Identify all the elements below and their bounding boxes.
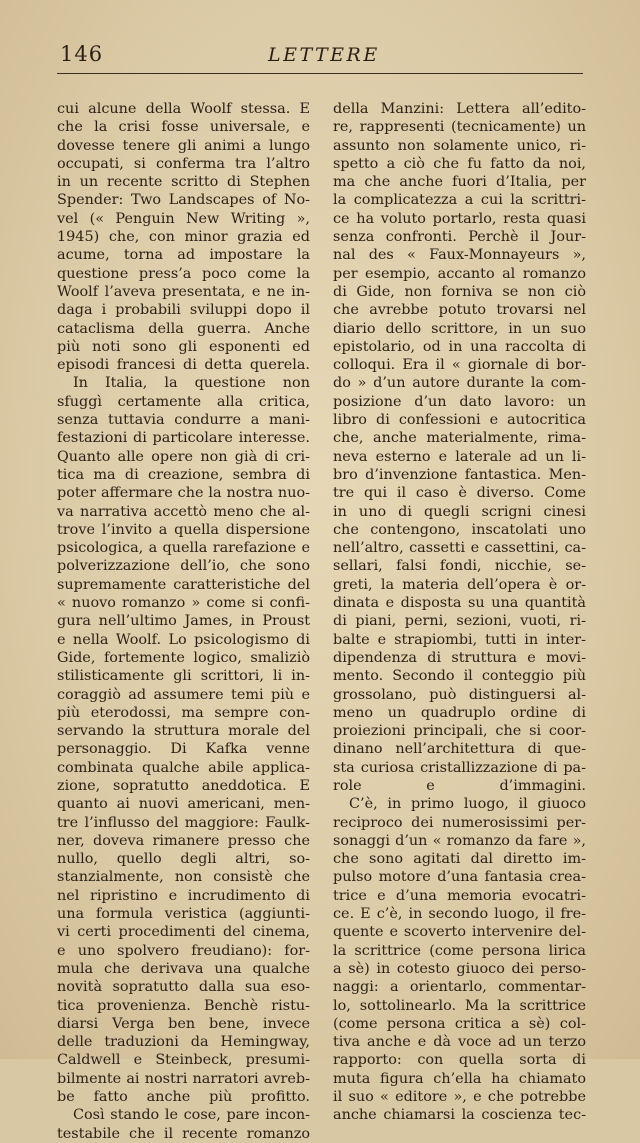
text-line: be fatto anche più profitto. — [57, 1089, 310, 1106]
text-line: festazioni di particolare interesse. — [57, 430, 310, 447]
text-line: e uno spolvero freudiano): for- — [57, 942, 310, 959]
text-line: do » d’un autore durante la com- — [333, 375, 586, 392]
text-line: e nella Woolf. Lo psicologismo di — [57, 631, 310, 648]
text-line: re, rappresenti (tecnicamente) un — [333, 119, 586, 136]
text-line: lo, sottolinearlo. Ma la scrittrice — [333, 997, 586, 1014]
text-line: trove l’invito a quella dispersione — [57, 521, 310, 538]
text-line: zione, sopratutto aneddotica. E — [57, 777, 310, 794]
text-line: vel (« Penguin New Writing », — [57, 210, 310, 227]
text-line: sellari, falsi fondi, nicchie, se- — [333, 558, 586, 575]
text-line: daga i probabili sviluppi dopo il — [57, 302, 310, 319]
text-line: naggi: a orientarlo, commentar- — [333, 979, 586, 996]
text-line: sta curiosa cristallizzazione di pa- — [333, 759, 586, 776]
text-line: gura nell’ultimo James, in Proust — [57, 613, 310, 630]
text-line: senza tuttavia condurre a mani- — [57, 412, 310, 429]
text-line: sfuggì certamente alla critica, — [57, 393, 310, 410]
text-line: stanzialmente, non consistè che — [57, 869, 310, 886]
text-line: Gide, fortemente logico, smaliziò — [57, 649, 310, 666]
text-line: anche chiamarsi la coscienza tec- — [333, 1107, 586, 1124]
text-line: quanto ai nuovi americani, men- — [57, 796, 310, 813]
text-line: ma che anche fuori d’Italia, per — [333, 174, 586, 191]
text-line: dovesse tenere gli animi a lungo — [57, 137, 310, 154]
text-line: libro di confessioni e autocritica — [333, 412, 586, 429]
text-line: testabile che il recente romanzo — [57, 1125, 310, 1142]
text-line: che contengono, inscatolati uno — [333, 521, 586, 538]
text-line: una formula veristica (aggiunti- — [57, 906, 310, 923]
text-line: proiezioni principali, che si coor- — [333, 723, 586, 740]
text-line: supremamente caratteristiche del — [57, 576, 310, 593]
text-line: colloqui. Era il « giornale di bor- — [333, 357, 586, 374]
text-line: personaggio. Di Kafka venne — [57, 741, 310, 758]
text-line: spetto a ciò che fu fatto da noi, — [333, 155, 586, 172]
text-line: a sè) in cotesto giuoco dei perso- — [333, 960, 586, 977]
text-line: diario dello scrittore, in un suo — [333, 320, 586, 337]
text-line: dinata e disposta su una quantità — [333, 595, 586, 612]
page-header — [60, 42, 580, 72]
text-line: senza confronti. Perchè il Jour- — [333, 229, 586, 246]
text-line: epistolario, od in una raccolta di — [333, 338, 586, 355]
text-line: tica ma di creazione, sembra di — [57, 466, 310, 483]
text-line: in uno di quegli scrigni cinesi — [333, 503, 586, 520]
text-line: quente e scoverto intervenire del- — [333, 924, 586, 941]
text-line: la scrittrice (come persona lirica — [333, 942, 586, 959]
text-line: più eterodossi, ma sempre con- — [57, 704, 310, 721]
text-line: cui alcune della Woolf stessa. E — [57, 101, 310, 117]
text-line: nal des « Faux-Monnayeurs », — [333, 247, 586, 264]
text-line: ce. E c’è, in secondo luogo, il fre- — [333, 906, 586, 923]
text-line: balte e strapiombi, tutti in inter- — [333, 631, 586, 648]
text-line: nell’altro, cassetti e cassettini, ca- — [333, 540, 586, 557]
text-line: che avrebbe potuto trovarsi nel — [333, 302, 586, 319]
text-line: tre qui il caso è diverso. Come — [333, 485, 586, 502]
text-line: dipendenza di struttura e movi- — [333, 649, 586, 666]
text-line: poter affermare che la nostra nuo- — [57, 485, 310, 502]
text-line: ner, doveva rimanere presso che — [57, 832, 310, 849]
text-line: posizione d’un dato lavoro: un — [333, 393, 586, 410]
text-column-left — [57, 100, 310, 1143]
text-line: muta figura ch’ella ha chiamato — [333, 1070, 586, 1087]
text-line: nullo, quello degli altri, so- — [57, 851, 310, 868]
text-line: ce ha voluto portarlo, resta quasi — [333, 210, 586, 227]
text-line: questione press’a poco come la — [57, 265, 310, 282]
text-line: dinano nell’architettura di que- — [333, 741, 586, 758]
text-line: C’è, in primo luogo, il giuoco — [349, 796, 586, 813]
text-line: psicologica, a quella rarefazione e — [57, 540, 310, 557]
text-line: Quanto alle opere non già di cri- — [57, 448, 310, 465]
page-number: 146 — [60, 42, 104, 66]
text-line: tre l’influsso del maggiore: Faulk- — [57, 814, 310, 831]
text-line: il suo « editore », e che potrebbe — [333, 1089, 586, 1106]
text-line: più noti sono gli esponenti ed — [57, 338, 310, 355]
text-line: servando la struttura morale del — [57, 723, 310, 740]
text-line: mula che derivava una qualche — [57, 960, 310, 977]
text-line: Così stando le cose, pare incon- — [73, 1107, 310, 1124]
text-line: Woolf l’aveva presentata, e ne in- — [57, 283, 310, 300]
text-line: reciproco dei numerosissimi per- — [333, 814, 586, 831]
text-line: (come persona critica a sè) col- — [333, 1015, 586, 1032]
text-line: rapporto: con quella sorta di — [333, 1052, 586, 1069]
header-rule — [57, 73, 583, 74]
text-line: della Manzini: Lettera all’edito- — [333, 101, 586, 117]
text-line: In Italia, la questione non — [73, 375, 310, 392]
text-line: di piani, perni, sezioni, vuoti, ri- — [333, 613, 586, 630]
text-line: pulso motore d’una fantasia crea- — [333, 869, 586, 886]
text-line: tiva anche e dà voce ad un terzo — [333, 1034, 586, 1051]
text-line: che la crisi fosse universale, e — [57, 119, 310, 136]
text-line: Spender: Two Landscapes of No- — [57, 192, 310, 209]
text-line: « nuovo romanzo » come si confi- — [57, 595, 310, 612]
text-line: 1945) che, con minor grazia ed — [57, 229, 310, 246]
text-line: polverizzazione dell’io, che sono — [57, 558, 310, 575]
text-line: tica provenienza. Benchè ristu- — [57, 997, 310, 1014]
text-line: coraggiò ad assumere temi più e — [57, 686, 310, 703]
text-line: cataclisma della guerra. Anche — [57, 320, 310, 337]
text-line: vi certi procedimenti del cinema, — [57, 924, 310, 941]
text-line: meno un quadruplo ordine di — [333, 704, 586, 721]
text-line: che, anche materialmente, rima- — [333, 430, 586, 447]
text-line: acume, torna ad impostare la — [57, 247, 310, 264]
text-line: grossolano, può distinguersi al- — [333, 686, 586, 703]
text-line: di Gide, non forniva se non ciò — [333, 283, 586, 300]
text-line: delle traduzioni da Hemingway, — [57, 1034, 310, 1051]
text-line: bilmente ai nostri narratori avreb- — [57, 1070, 310, 1087]
text-line: neva esterno e laterale ad un li- — [333, 448, 586, 465]
text-line: combinata qualche abile applica- — [57, 759, 310, 776]
text-line: sonaggi d’un « romanzo da fare », — [333, 832, 586, 849]
text-line: bro d’invenzione fantastica. Men- — [333, 466, 586, 483]
text-line: trice e d’una memoria evocatri- — [333, 887, 586, 904]
text-line: diarsi Verga ben bene, invece — [57, 1015, 310, 1032]
text-line: in un recente scritto di Stephen — [57, 174, 310, 191]
text-line: role e d’immagini. — [333, 777, 586, 794]
text-line: Caldwell e Steinbeck, presumi- — [57, 1052, 310, 1069]
text-line: stilisticamente gli scrittori, li in- — [57, 668, 310, 685]
text-line: la complicatezza a cui la scrittri- — [333, 192, 586, 209]
text-line: va narrativa accettò meno che al- — [57, 503, 310, 520]
text-line: episodi francesi di detta querela. — [57, 357, 310, 374]
text-line: nel ripristino e incrudimento di — [57, 887, 310, 904]
text-line: novità sopratutto dalla sua eso- — [57, 979, 310, 996]
text-line: per esempio, accanto al romanzo — [333, 265, 586, 282]
running-title: LETTERE — [268, 44, 380, 66]
text-line: che sono agitati dal diretto im- — [333, 851, 586, 868]
text-line: assunto non solamente unico, ri- — [333, 137, 586, 154]
text-column-right — [333, 100, 586, 1125]
text-line: mento. Secondo il conteggio più — [333, 668, 586, 685]
text-line: greti, la materia dell’opera è or- — [333, 576, 586, 593]
text-line: occupati, si conferma tra l’altro — [57, 155, 310, 172]
